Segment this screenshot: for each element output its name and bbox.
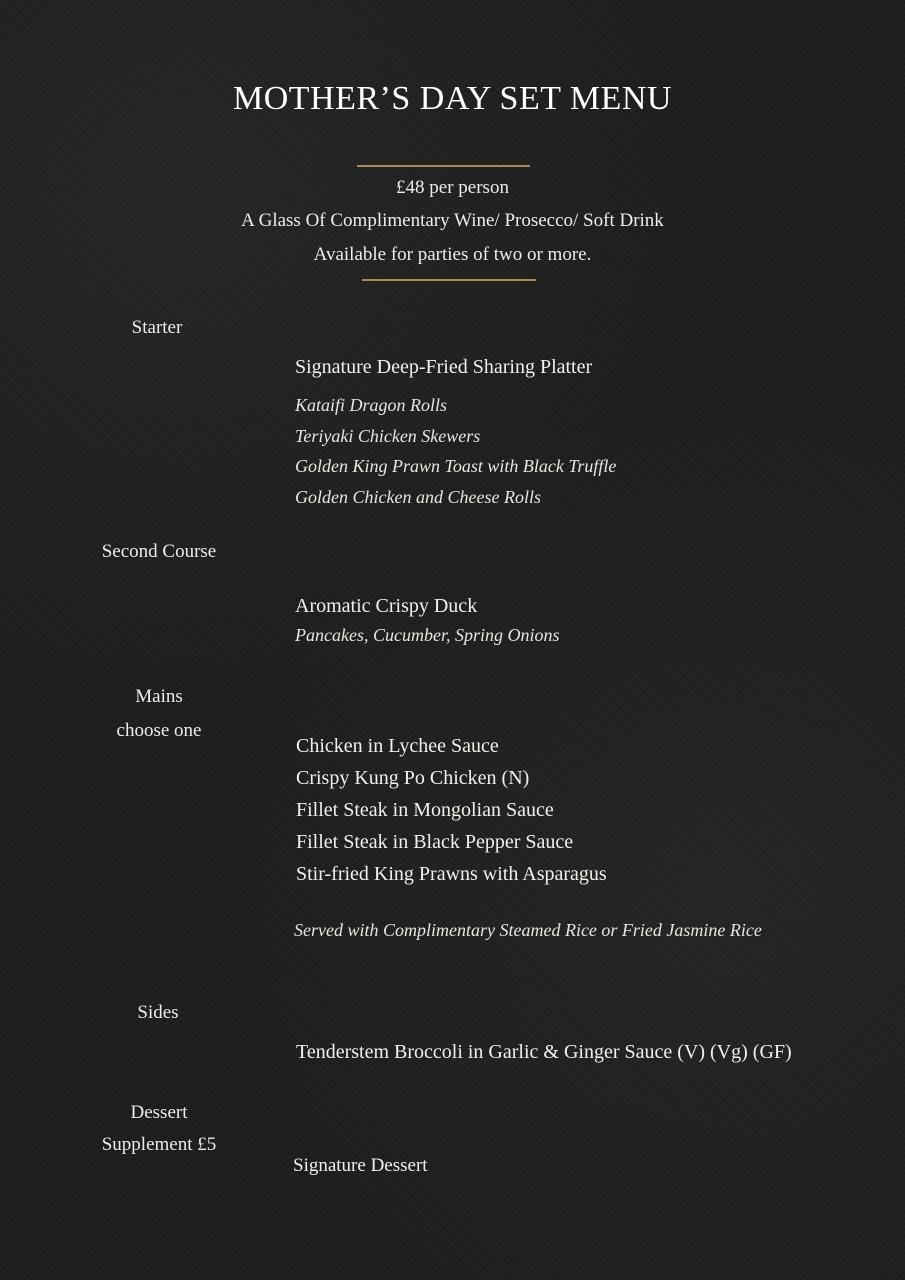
menu-title: MOTHER’S DAY SET MENU (232, 80, 672, 117)
section-sublabel-mains: choose one (116, 720, 202, 741)
gold-divider-bottom (362, 279, 536, 281)
main-item: Stir-fried King Prawns with Asparagus (296, 863, 607, 885)
price-line: £48 per person (396, 177, 509, 198)
starter-dish: Signature Deep-Fried Sharing Platter (295, 356, 593, 378)
starter-item: Kataifi Dragon Rolls (295, 395, 448, 415)
main-item: Fillet Steak in Black Pepper Sauce (296, 831, 574, 853)
second-course-dish: Aromatic Crispy Duck (295, 595, 478, 617)
drink-line: A Glass Of Complimentary Wine/ Prosecco/ Soft Drink (241, 210, 664, 231)
availability-line: Available for parties of two or more. (313, 244, 592, 265)
section-label-mains: Mains (135, 686, 183, 707)
section-label-second-course: Second Course (101, 541, 217, 562)
main-item: Fillet Steak in Mongolian Sauce (296, 799, 554, 821)
side-item: Tenderstem Broccoli in Garlic & Ginger Sauce (V) (Vg) (GF) (296, 1041, 792, 1063)
section-label-dessert: Dessert (130, 1102, 188, 1123)
main-item: Chicken in Lychee Sauce (296, 735, 499, 757)
dessert-supplement: Supplement £5 (101, 1134, 217, 1155)
starter-item: Golden Chicken and Cheese Rolls (295, 487, 541, 507)
mains-note: Served with Complimentary Steamed Rice or Fried Jasmine Rice (294, 920, 762, 940)
second-course-desc: Pancakes, Cucumber, Spring Onions (295, 625, 560, 645)
starter-item: Teriyaki Chicken Skewers (295, 426, 481, 446)
starter-item: Golden King Prawn Toast with Black Truffle (295, 456, 617, 476)
section-label-sides: Sides (137, 1002, 179, 1023)
gold-divider-top (357, 165, 530, 167)
section-label-starter: Starter (131, 317, 183, 338)
main-item: Crispy Kung Po Chicken (N) (296, 767, 530, 789)
dessert-item: Signature Dessert (293, 1155, 428, 1176)
